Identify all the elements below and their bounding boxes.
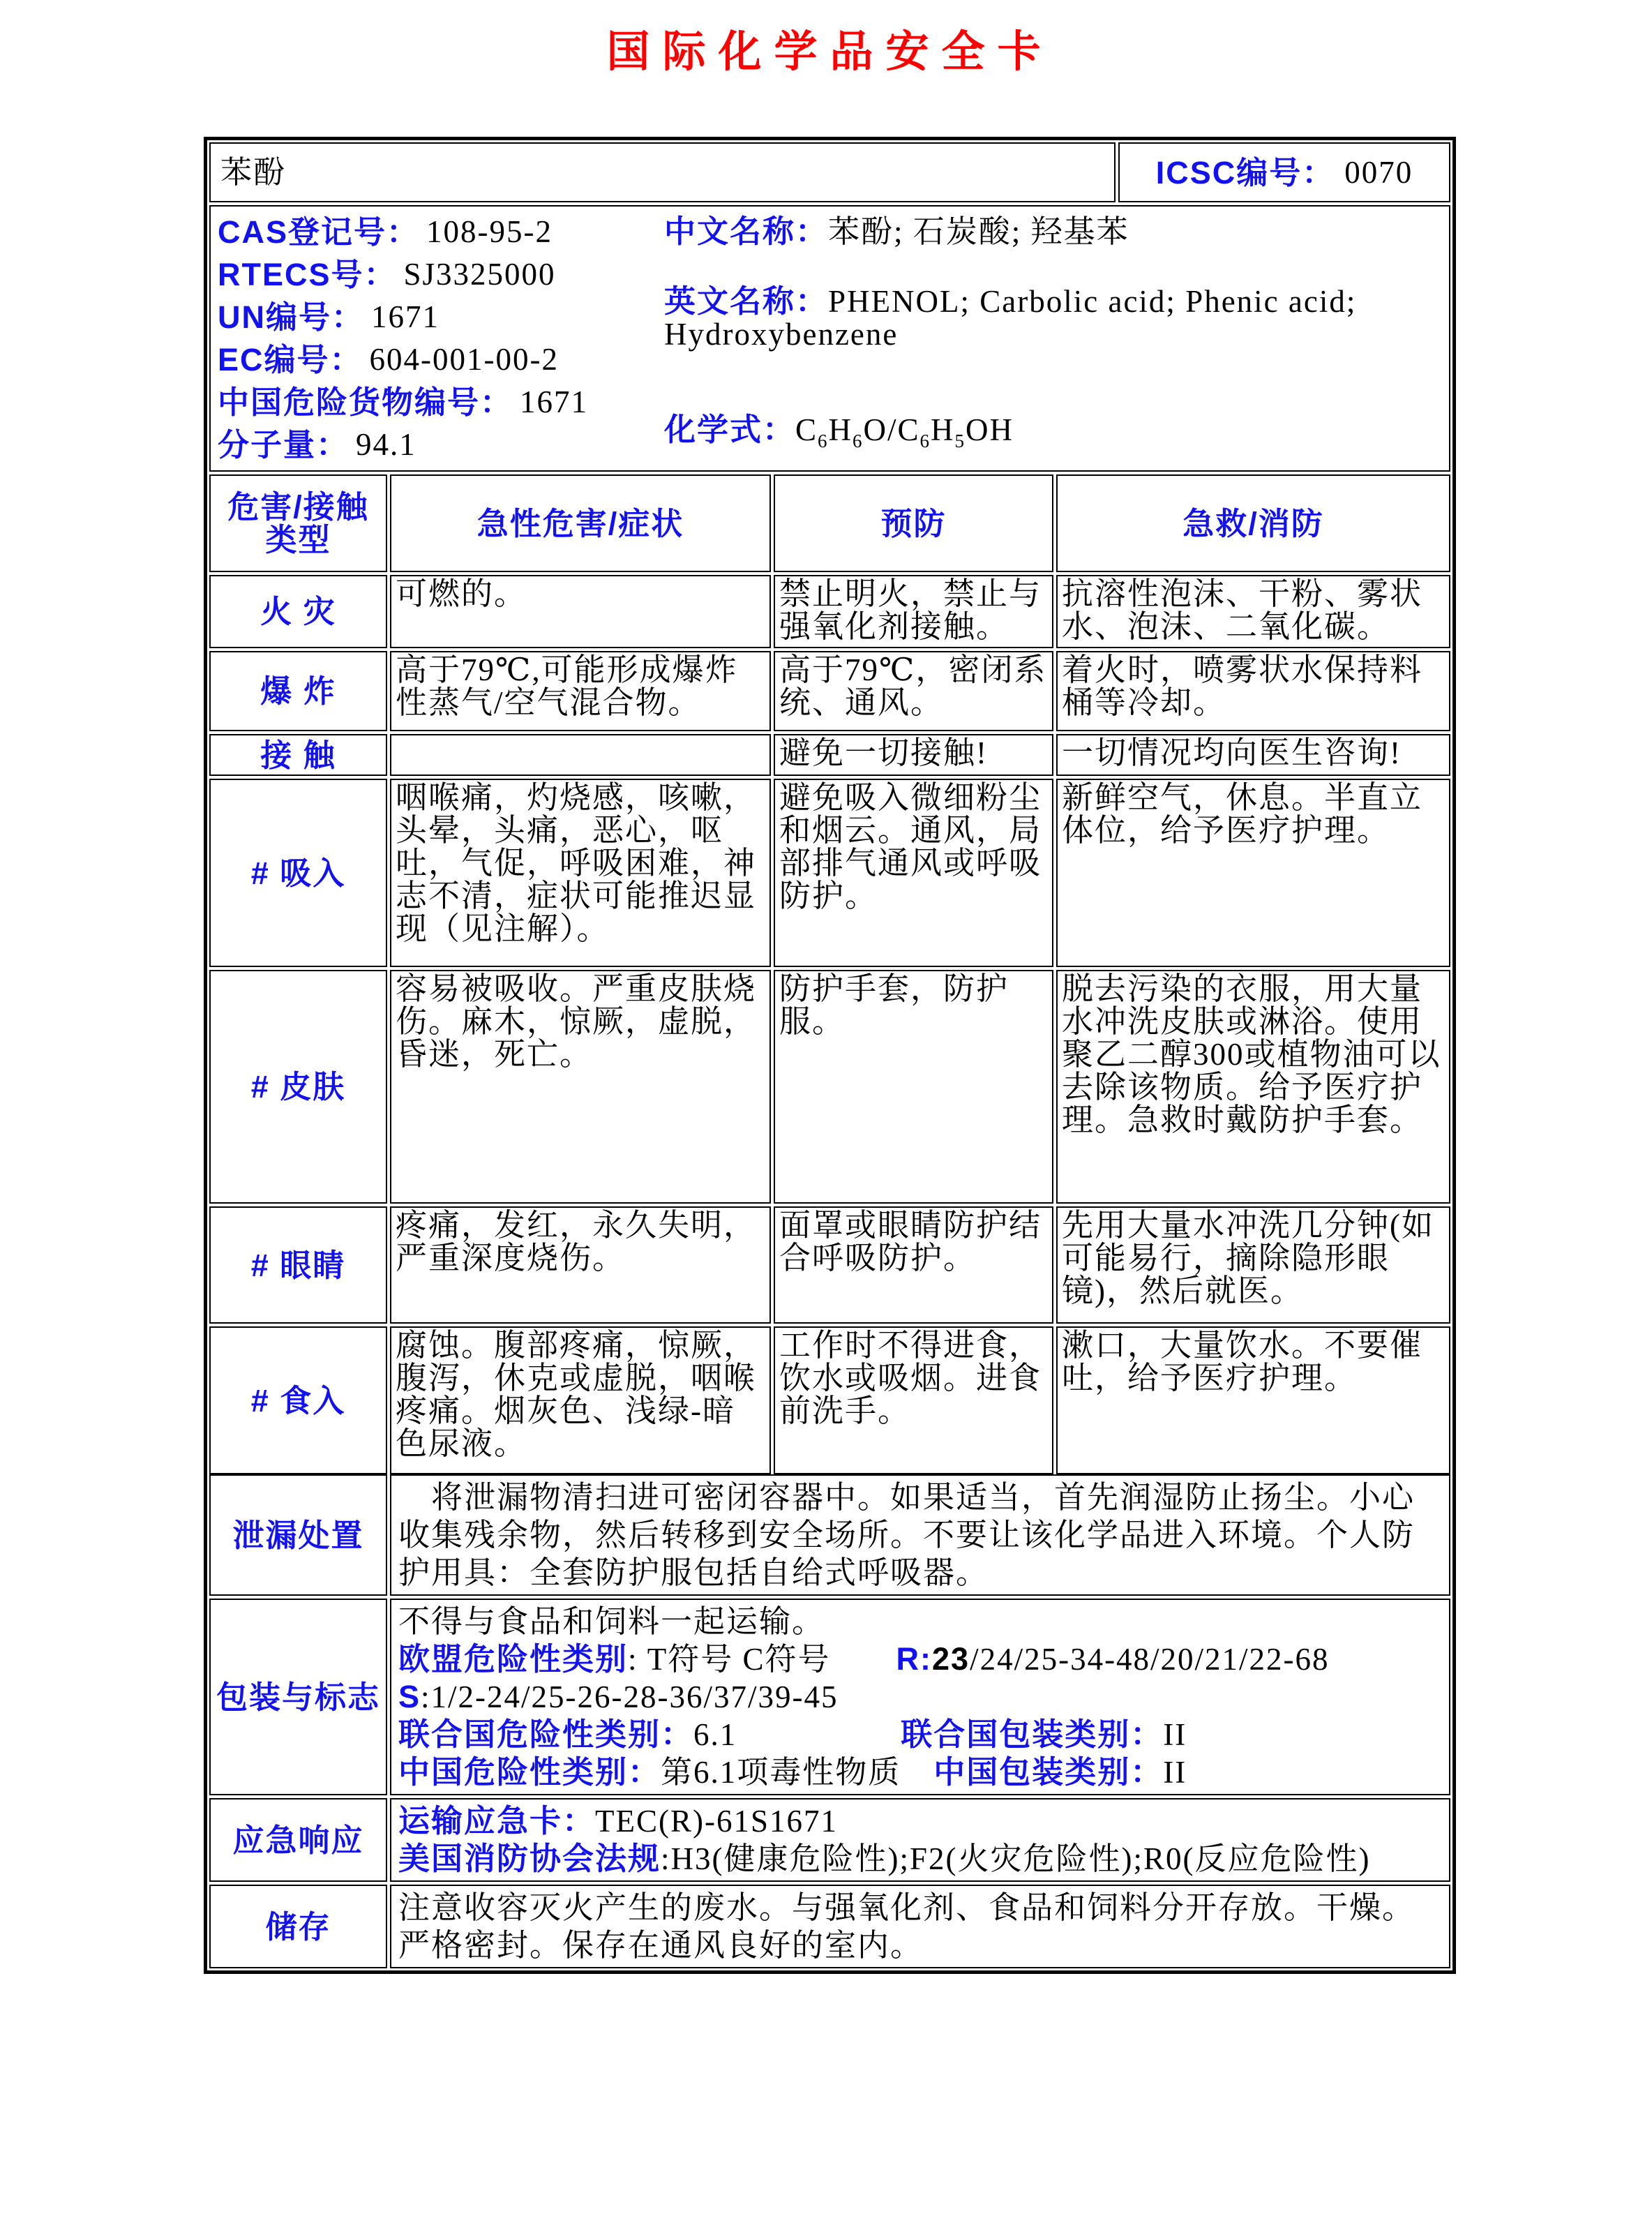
identification-row xyxy=(209,205,1450,472)
header-hazard-type: 危害/接触类型 xyxy=(209,474,387,572)
hazard-row xyxy=(209,1206,1450,1324)
field-label: 欧盟危险性类别 xyxy=(398,1641,629,1677)
hazard-type-cell: 火 灾 xyxy=(209,575,387,648)
hazard-prevention-cell: 防护手套，防护服。 xyxy=(774,970,1053,1204)
id-field-label: RTECS号： xyxy=(218,257,397,292)
hazard-symptoms-cell: 腐蚀。腹部疼痛，惊厥，腹泻，休克或虚脱，咽喉疼痛。烟灰色、浅绿-暗色尿液。 xyxy=(390,1326,771,1474)
section-line xyxy=(398,1678,1442,1716)
chemical-formula-line xyxy=(664,413,1442,458)
header-first-aid: 急救/消防 xyxy=(1056,474,1450,572)
field-value: :H3(健康危险性);F2(火灾危险性);R0(反应危险性) xyxy=(661,1841,1371,1876)
section-line xyxy=(398,1753,1442,1791)
hazard-row xyxy=(209,575,1450,648)
chinese-name-value: 苯酚; 石炭酸; 羟基苯 xyxy=(828,214,1129,249)
section-line xyxy=(398,1889,1442,1964)
hazard-symptoms-cell: 高于79℃,可能形成爆炸性蒸气/空气混合物。 xyxy=(390,651,771,731)
hazard-first-aid-cell: 一切情况均向医生咨询! xyxy=(1056,734,1450,776)
substance-name: 苯酚 xyxy=(209,142,1116,202)
hazard-table-header-row xyxy=(209,474,1450,572)
icsc-number-cell xyxy=(1118,142,1450,202)
english-name-value: PHENOL; Carbolic acid; Phenic acid; xyxy=(828,284,1357,319)
hazard-type-cell: 接 触 xyxy=(209,734,387,776)
field-value: 第6.1项毒性物质 xyxy=(661,1755,934,1790)
section-row xyxy=(209,1798,1450,1882)
section-line xyxy=(398,1802,1442,1840)
field-value: 将泄漏物清扫进可密闭容器中。如果适当，首先润湿防止扬尘。小心收集残余物，然后转移到安全场所。不要让该化学品进入环境。个人防护用具：全套防护服包括自给式呼吸器。 xyxy=(398,1480,1416,1590)
hazard-prevention-cell: 避免一切接触! xyxy=(774,734,1053,776)
id-line xyxy=(218,381,664,424)
hazard-type-cell: # 眼睛 xyxy=(209,1206,387,1324)
chemical-formula-label: 化学式： xyxy=(664,412,796,447)
hazard-row xyxy=(209,734,1450,776)
id-field-label: UN编号： xyxy=(218,299,364,335)
formula-segment: H xyxy=(828,412,853,447)
section-line xyxy=(398,1716,1442,1753)
field-label: 联合国危险性类别： xyxy=(398,1716,694,1752)
id-field-label: 中国危险货物编号： xyxy=(218,384,513,420)
formula-segment: O/C xyxy=(863,412,920,447)
field-value: 23 xyxy=(932,1641,970,1677)
identification-right-column xyxy=(664,211,1442,466)
formula-segment: 6 xyxy=(853,431,864,451)
hazard-prevention-cell: 面罩或眼睛防护结合呼吸防护。 xyxy=(774,1206,1053,1324)
hazard-symptoms-cell: 可燃的。 xyxy=(390,575,771,648)
formula-segment: C xyxy=(795,412,818,447)
english-name-line2: Hydroxybenzene xyxy=(664,317,899,352)
english-name-label: 英文名称： xyxy=(664,283,829,319)
section-line xyxy=(398,1840,1442,1878)
field-label: 中国包装类别： xyxy=(933,1754,1164,1790)
id-field-value: 94.1 xyxy=(356,427,416,462)
section-label-cell: 包装与标志 xyxy=(209,1599,387,1795)
hazard-type-cell: # 吸入 xyxy=(209,779,387,967)
hazard-first-aid-cell: 抗溶性泡沫、干粉、雾状水、泡沫、二氧化碳。 xyxy=(1056,575,1450,648)
field-label: 美国消防协会法规 xyxy=(398,1841,661,1876)
hazard-symptoms-cell xyxy=(390,734,771,776)
section-row xyxy=(209,1474,1450,1596)
field-value: II xyxy=(1163,1755,1187,1790)
hazard-symptoms-cell: 容易被吸收。严重皮肤烧伤。麻木，惊厥，虚脱，昏迷，死亡。 xyxy=(390,970,771,1204)
chinese-name-line xyxy=(664,215,1442,248)
identification-cell xyxy=(209,205,1450,472)
hazard-first-aid-cell: 漱口，大量饮水。不要催吐，给予医疗护理。 xyxy=(1056,1326,1450,1474)
id-field-value: 1671 xyxy=(371,299,440,334)
page-title: 国际化学品安全卡 xyxy=(606,28,1053,76)
field-label: 中国危险性类别： xyxy=(398,1754,661,1790)
field-value: 不得与食品和饲料一起运输。 xyxy=(398,1604,825,1639)
section-label-cell: 泄漏处置 xyxy=(209,1474,387,1596)
field-value: : T符号 C符号 xyxy=(628,1642,896,1677)
icsc-number-value: 0070 xyxy=(1344,154,1413,190)
hazard-first-aid-cell: 着火时，喷雾状水保持料桶等冷却。 xyxy=(1056,651,1450,731)
hazard-prevention-cell: 工作时不得进食，饮水或吸烟。进食前洗手。 xyxy=(774,1326,1053,1474)
chemical-formula-value xyxy=(795,412,1014,451)
header-acute-symptoms: 急性危害/症状 xyxy=(390,474,771,572)
english-name-line xyxy=(664,285,1442,318)
hazard-first-aid-cell: 新鲜空气，休息。半直立体位，给予医疗护理。 xyxy=(1056,779,1450,967)
hazard-symptoms-cell: 疼痛，发红，永久失明，严重深度烧伤。 xyxy=(390,1206,771,1324)
hazard-prevention-cell: 避免吸入微细粉尘和烟云。通风，局部排气通风或呼吸防护。 xyxy=(774,779,1053,967)
section-content-cell xyxy=(390,1599,1450,1795)
section-row xyxy=(209,1599,1450,1795)
section-row xyxy=(209,1885,1450,1968)
hazard-prevention-cell: 禁止明火，禁止与强氧化剂接触。 xyxy=(774,575,1053,648)
hazard-first-aid-cell: 脱去污染的衣服，用大量水冲洗皮肤或淋浴。使用聚乙二醇300或植物油可以去除该物质。给予医疗护理。急救时戴防护手套。 xyxy=(1056,970,1450,1204)
id-field-value: SJ3325000 xyxy=(403,257,556,292)
field-value: /24/25-34-48/20/21/22-68 xyxy=(970,1642,1330,1677)
icsc-number-label: ICSC编号： xyxy=(1155,154,1335,190)
formula-segment: OH xyxy=(966,412,1014,447)
field-label: 运输应急卡： xyxy=(398,1803,596,1839)
hazard-prevention-cell: 高于79℃，密闭系统、通风。 xyxy=(774,651,1053,731)
id-field-value: 604-001-00-2 xyxy=(369,342,559,377)
id-line xyxy=(218,424,664,466)
id-field-label: CAS登记号： xyxy=(218,214,420,250)
section-line xyxy=(398,1603,1442,1640)
hazard-type-cell: # 食入 xyxy=(209,1326,387,1474)
id-line xyxy=(218,253,664,296)
hazard-row xyxy=(209,651,1450,731)
header-prevention: 预防 xyxy=(774,474,1053,572)
section-line xyxy=(398,1479,1442,1592)
id-field-value: 108-95-2 xyxy=(426,214,553,249)
identification-left-column xyxy=(218,211,664,466)
section-content-cell xyxy=(390,1474,1450,1596)
field-value: 注意收容灭火产生的废水。与强氧化剂、食品和饲料分开存放。干燥。严格密封。保存在通风良好的室内。 xyxy=(398,1890,1416,1963)
field-label: S xyxy=(398,1679,421,1714)
id-field-label: 分子量： xyxy=(218,427,350,463)
formula-segment: 6 xyxy=(919,431,931,451)
hazard-type-cell: 爆 炸 xyxy=(209,651,387,731)
field-value: :1/2-24/25-26-28-36/37/39-45 xyxy=(421,1679,839,1714)
id-line xyxy=(218,211,664,253)
id-line xyxy=(218,338,664,381)
id-field-value: 1671 xyxy=(520,384,589,419)
field-value: 6.1 xyxy=(693,1717,901,1752)
hazard-row xyxy=(209,970,1450,1204)
field-value: II xyxy=(1163,1717,1187,1752)
field-label: R: xyxy=(896,1641,933,1677)
section-label-cell: 应急响应 xyxy=(209,1798,387,1882)
chinese-name-label: 中文名称： xyxy=(664,214,829,249)
section-content-cell xyxy=(390,1885,1450,1968)
section-line xyxy=(398,1640,1442,1678)
formula-segment: 5 xyxy=(954,431,966,451)
hazard-row xyxy=(209,779,1450,967)
section-content-cell xyxy=(390,1798,1450,1882)
hazard-row xyxy=(209,1326,1450,1474)
field-value: TEC(R)-61S1671 xyxy=(595,1804,839,1839)
icsc-card xyxy=(204,137,1456,1974)
card-header-row xyxy=(209,142,1450,202)
field-label: 联合国包装类别： xyxy=(901,1716,1164,1752)
hazard-symptoms-cell: 咽喉痛，灼烧感，咳嗽，头晕，头痛，恶心，呕吐，气促，呼吸困难，神志不清，症状可能推迟显现（见注解）。 xyxy=(390,779,771,967)
bottom-sections-container xyxy=(209,1474,1450,1968)
id-line xyxy=(218,296,664,338)
formula-segment: 6 xyxy=(818,431,829,451)
id-field-label: EC编号： xyxy=(218,342,363,377)
hazard-type-cell: # 皮肤 xyxy=(209,970,387,1204)
section-label-cell: 储存 xyxy=(209,1885,387,1968)
hazard-rows-container xyxy=(209,575,1450,1474)
hazard-first-aid-cell: 先用大量水冲洗几分钟(如可能易行，摘除隐形眼镜)，然后就医。 xyxy=(1056,1206,1450,1324)
formula-segment: H xyxy=(931,412,955,447)
